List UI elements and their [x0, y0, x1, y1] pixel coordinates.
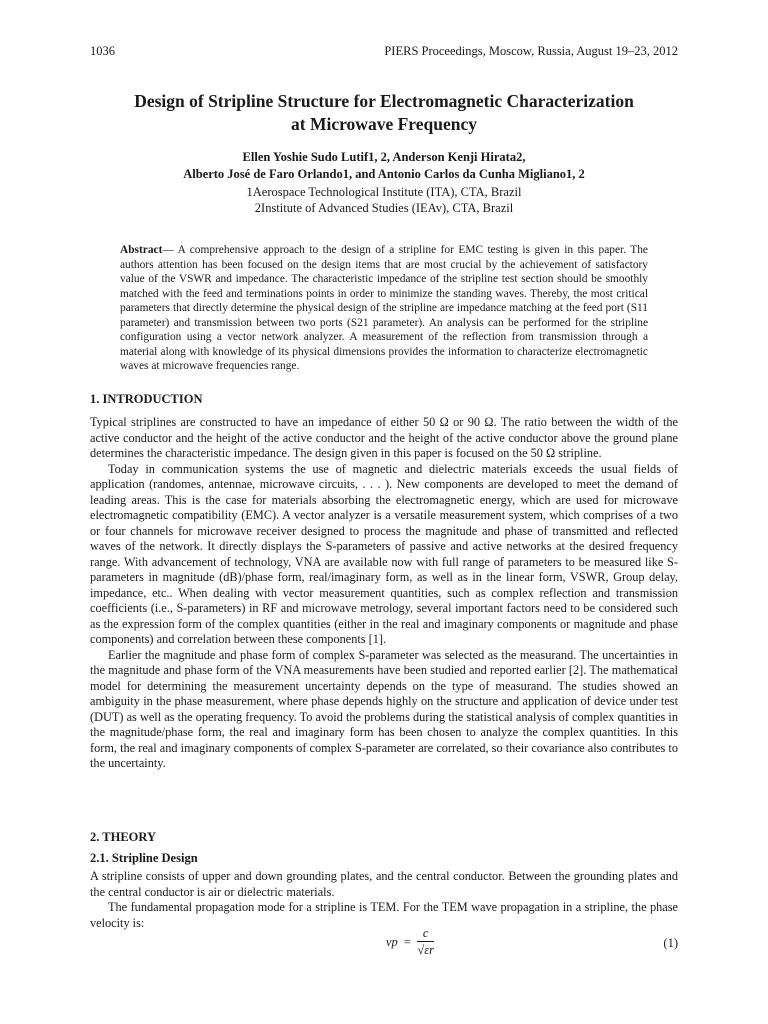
proceedings-info: PIERS Proceedings, Moscow, Russia, August 19–23, 2012: [384, 44, 678, 58]
equation-equals: =: [403, 934, 411, 949]
affiliations: [70, 184, 698, 216]
affiliation-2: 2Institute of Advanced Studies (IEAv), CTA, Brazil: [254, 201, 514, 215]
intro-paragraph-2: Today in communication systems the use of magnetic and dielectric materials exceeds the usual fields of application (randomes, antennae, microwave circuits, . . . ). New components are developed to meet the demand of leading areas. This is the case for materials absorbing the electromagnetic energy, which are used for microwave electromagnetic compatibility (EMC). A vector analyzer is a versatile measurement system, which comprises of a two or four channels for microwave receiver designed to process the magnitude and phase of transmitted and reflected waves of the network. It directly displays the S-parameters of passive and active networks at the desired frequency range. With advancement of technology, VNA are available now with full range of parameters to be measured like S-parameters in magnitude (dB)/phase form, real/imaginary form, as well as in the linear form, VSWR, Group delay, impedance, etc.. When dealing with vector measurement quantities, such as complex reflection and transmission coefficients (i.e., S-parameters) in RF and microwave metrology, several important factors need to be considered such as the expression form of the complex quantities (either in the real and imaginary components or magnitude and phase components) and correlation between these components [1].: [90, 461, 678, 646]
equation-denominator: √εr: [417, 943, 434, 957]
abstract-label: Abstract: [120, 244, 163, 256]
equation-1: [90, 926, 678, 962]
title-line-1: Design of Stripline Structure for Electromagnetic Characterization: [134, 91, 634, 111]
intro-paragraph-3: Earlier the magnitude and phase form of complex S-parameter was selected as the measurand. The uncertainties in the magnitude and phase form of the VNA measurements have been studied and reported earlier [2]. The mathematical model for determining the measurement uncertainty depends on the type of measurand. The studies showed an ambiguity in the phase measurement, where phase depends highly on the structure and application of device under test (DUT) as well as the operating frequency. To avoid the problems during the statistical analysis of complex quantities in the magnitude/phase form, the real and imaginary form has been chosen to analyze the complex quantities. In this form, the real and imaginary components of complex S-parameter are correlated, so their covariance also contributes to the uncertainty.: [90, 647, 678, 770]
affiliation-1: 1Aerospace Technological Institute (ITA), CTA, Brazil: [246, 185, 522, 199]
page-number: 1036: [90, 44, 115, 58]
author-list: [70, 149, 698, 183]
authors-line-1: Ellen Yoshie Sudo Lutif1, 2, Anderson Kenji Hirata2,: [242, 150, 526, 164]
equation-body: [386, 926, 434, 958]
equation-lhs: vp: [386, 934, 398, 949]
theory-paragraph-2: The fundamental propagation mode for a stripline is TEM. For the TEM wave propagation in a stripline, the phase velocity is:: [90, 900, 678, 930]
section-heading: 2. THEORY: [90, 830, 157, 844]
abstract: [120, 243, 648, 374]
equation-numerator: c: [417, 926, 435, 942]
paper-title: [70, 90, 698, 136]
running-header: [90, 44, 678, 59]
theory-paragraph-1: A stripline consists of upper and down grounding plates, and the central conductor. Between the grounding plates and the central conductor is air or dielectric materials.: [90, 869, 678, 899]
equation-number: (1): [663, 936, 678, 950]
section-introduction: [90, 392, 678, 772]
intro-paragraph-1: Typical striplines are constructed to have an impedance of either 50 Ω or 90 Ω. The ratio between the width of the active conductor and the height of the active conductor and the height of the active conductor above the ground plane determines the characteristic impedance. The design given in this paper is focused on the 50 Ω stripline.: [90, 415, 678, 460]
equation-fraction: [417, 926, 435, 958]
authors-line-2: Alberto José de Faro Orlando1, and Antonio Carlos da Cunha Migliano1, 2: [183, 167, 585, 181]
section-heading: 1. INTRODUCTION: [90, 392, 203, 406]
title-line-2: at Microwave Frequency: [291, 114, 477, 134]
subsection-heading: 2.1. Stripline Design: [90, 851, 198, 865]
section-theory: [90, 830, 678, 931]
abstract-text: — A comprehensive approach to the design of a stripline for EMC testing is given in this paper. The authors attention has been focused on the design items that are most crucial by the achievement of satisfactory value of the VSWR and impedance. The characteristic impedance of the stripline test section should be smoothly matched with the feed and terminations points in order to minimize the standing waves. Thereby, the most critical parameters that directly determine the physical design of the stripline are impedance matching at the feed port (S11 parameter) and transmission between two ports (S21 parameter). An analysis can be performed for the stripline configuration using a vector network analyzer. A measurement of the reflection from transmission through a material along with knowledge of its physical dimensions provides the information to characterize electromagnetic waves at microwave frequencies range.: [120, 244, 648, 372]
